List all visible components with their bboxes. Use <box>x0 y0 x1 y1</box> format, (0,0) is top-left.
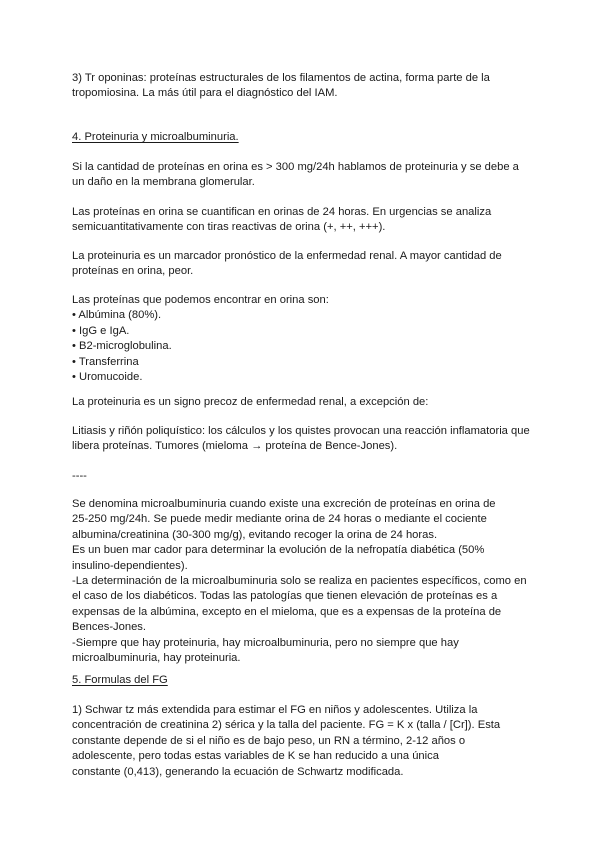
list-item: • B2-microglobulina. <box>72 340 172 353</box>
paragraph-line: Si la cantidad de proteínas en orina es > 300 mg/24h hablamos de proteinuria y se debe a <box>72 161 519 173</box>
quantification-paragraph <box>72 205 532 236</box>
section-4-heading: 4. Proteinuria y microalbuminuria. <box>72 131 239 143</box>
schwartz-paragraph <box>72 703 532 780</box>
paragraph-line: Las proteínas en orina se cuantifican en orinas de 24 horas. En urgencias se analiza <box>72 206 492 218</box>
exceptions-paragraph <box>72 424 532 455</box>
paragraph-line: constante (0,413), generando la ecuación de Schwartz modificada. <box>72 765 404 778</box>
paragraph-line: adolescente, pero todas estas variables de K se han reducido a una única <box>72 750 439 763</box>
paragraph-line: albumina/creatinina (30-300 mg/g), evitando recoger la orina de 24 horas. <box>72 528 438 541</box>
paragraph-line: tropomiosina. La más útil para el diagnóstico del IAM. <box>72 87 338 100</box>
separator-block <box>72 469 532 484</box>
paragraph-line: semicuantitativamente con tiras reactivas de orina (+, ++, +++). <box>72 221 386 234</box>
section-5-heading: 5. Formulas del FG <box>72 674 168 686</box>
paragraph-line: La proteinuria es un signo precoz de enfermedad renal, a excepción de: <box>72 396 429 408</box>
paragraph-line: Es un buen mar cador para determinar la evolución de la nefropatía diabética (50% <box>72 544 485 557</box>
paragraph-line: -La determinación de la microalbuminuria solo se realiza en pacientes específicos, como en <box>72 574 527 587</box>
list-item: • Transferrina <box>72 355 139 368</box>
paragraph-line: concentración de creatinina 2) sérica y la talla del paciente. FG = K x (talla / [Cr]). Esta <box>72 719 501 732</box>
paragraph-line: un daño en la membrana glomerular. <box>72 176 255 189</box>
list-item: • IgG e IgA. <box>72 324 130 337</box>
proteins-list-block <box>72 293 532 385</box>
paragraph-line: proteínas en orina, peor. <box>72 265 194 278</box>
paragraph-line: insulino-dependientes). <box>72 559 188 572</box>
prognostic-paragraph <box>72 249 532 280</box>
paragraph-line: Bences-Jones. <box>72 621 147 634</box>
list-item: • Uromucoide. <box>72 370 143 383</box>
troponinas-paragraph <box>72 71 532 102</box>
paragraph-line: 25-250 mg/24h. Se puede medir mediante orina de 24 horas o mediante el cociente <box>72 513 487 526</box>
paragraph-line: libera proteínas. Tumores (mieloma → proteína de Bence-Jones). <box>72 440 398 453</box>
early-sign-paragraph <box>72 395 532 410</box>
section-5-heading-block <box>72 673 532 688</box>
paragraph-line: microalbuminuria, hay proteinuria. <box>72 651 241 664</box>
paragraph-line: el caso de los diabéticos. Todas las patologías que tienen elevación de proteínas es a <box>72 590 498 603</box>
paragraph-line: La proteinuria es un marcador pronóstico de la enfermedad renal. A mayor cantidad de <box>72 250 502 262</box>
paragraph-line: constante depende de si el niño es de bajo peso, un RN a término, 2-12 años o <box>72 734 466 747</box>
paragraph-line: -Siempre que hay proteinuria, hay microalbuminuria, pero no siempre que hay <box>72 636 459 649</box>
paragraph-line: Se denomina microalbuminuria cuando existe una excreción de proteínas en orina de <box>72 498 496 510</box>
list-item: • Albúmina (80%). <box>72 309 162 322</box>
microalbuminuria-paragraph <box>72 497 532 666</box>
section-4-heading-block <box>72 130 532 145</box>
proteinuria-definition-paragraph <box>72 160 532 191</box>
paragraph-line: expensas de la albúmina, excepto en el mieloma, que es a expensas de la proteína de <box>72 605 502 618</box>
paragraph-line: 3) Tr oponinas: proteínas estructurales de los filamentos de actina, forma parte de la <box>72 72 490 84</box>
separator: ---- <box>72 470 87 482</box>
paragraph-line: Litiasis y riñón poliquístico: los cálculos y los quistes provocan una reacción inflamatoria que <box>72 425 530 437</box>
list-intro: Las proteínas que podemos encontrar en orina son: <box>72 294 329 306</box>
paragraph-line: 1) Schwar tz más extendida para estimar el FG en niños y adolescentes. Utiliza la <box>72 704 478 716</box>
